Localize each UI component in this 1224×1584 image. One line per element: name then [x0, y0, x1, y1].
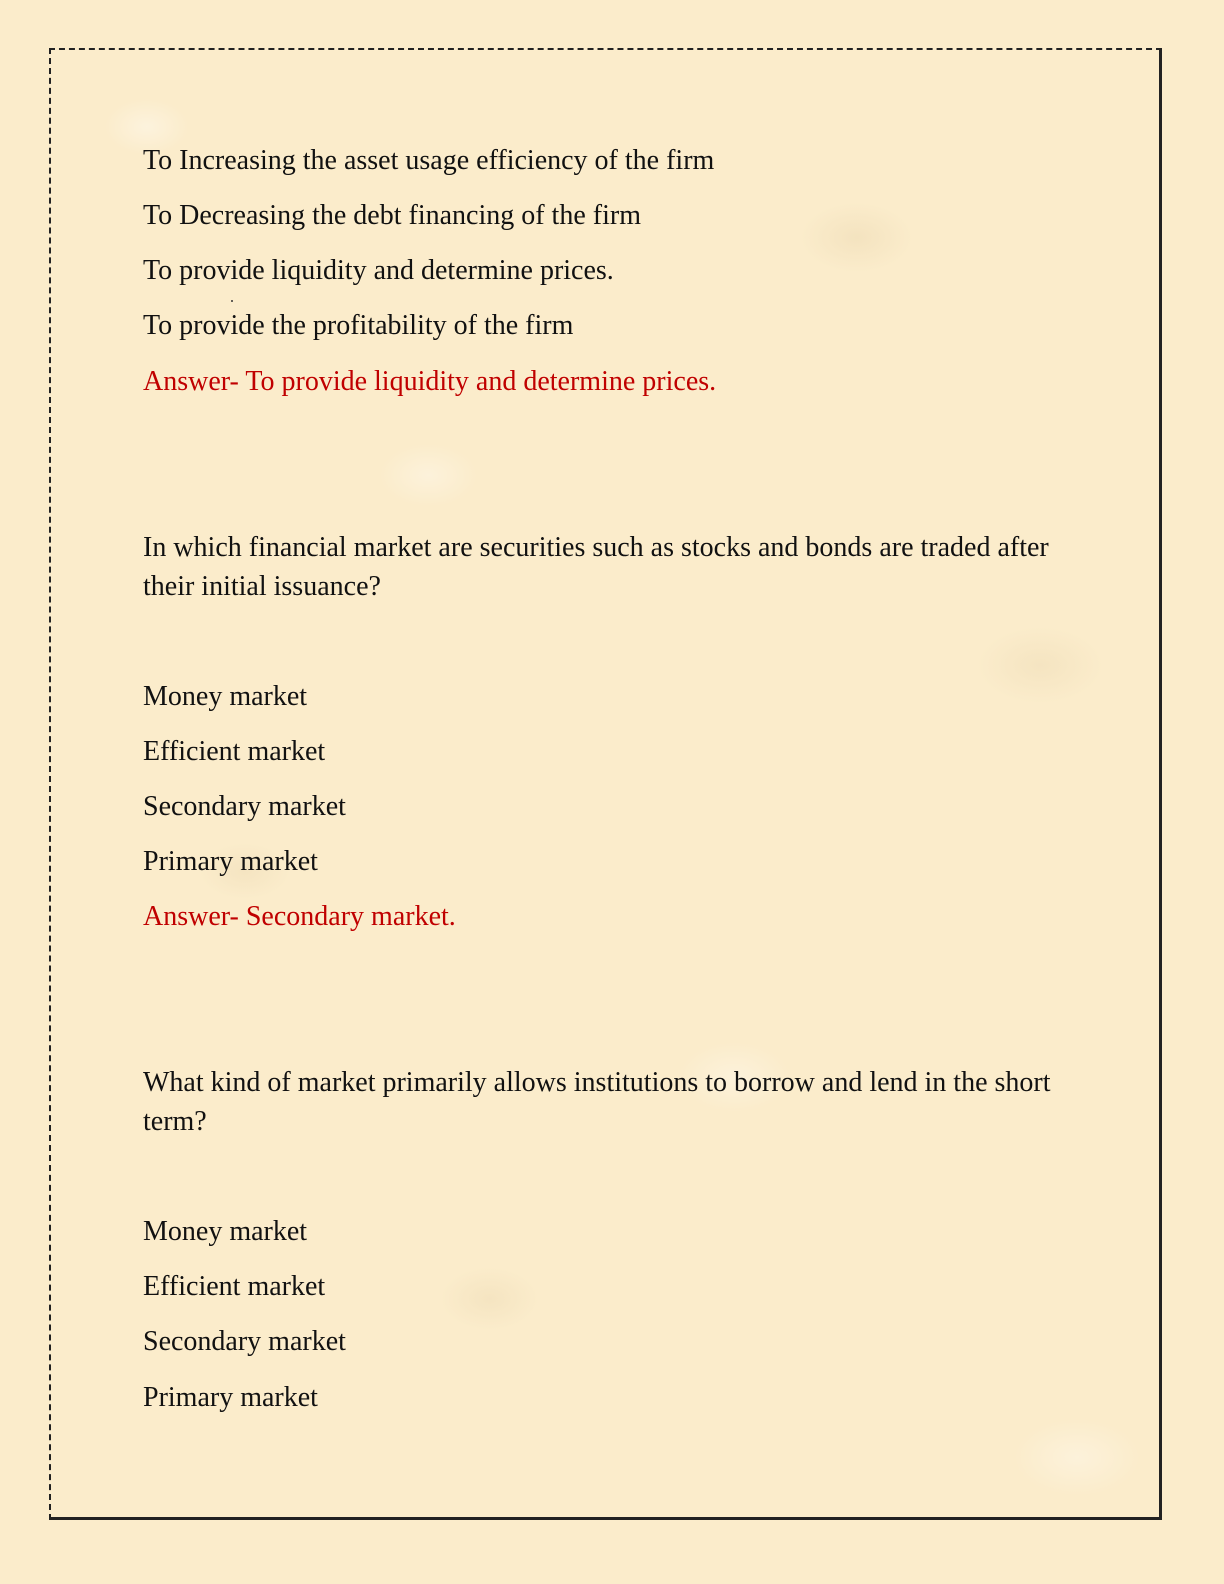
option-1-2: To Decreasing the debt financing of the firm	[143, 200, 641, 231]
question-2: In which financial market are securities such as stocks and bonds are traded after their initial issuance?	[143, 532, 1049, 602]
option-2-4: Primary market	[143, 846, 318, 877]
option-3-4: Primary market	[143, 1382, 318, 1413]
answer-1: Answer- To provide liquidity and determine prices.	[143, 366, 717, 397]
option-2-1: Money market	[143, 681, 308, 712]
option-1-4: To provide the profitability of the firm	[143, 310, 574, 341]
option-2-3: Secondary market	[143, 791, 346, 822]
option-3-1: Money market	[143, 1216, 308, 1247]
option-2-2: Efficient market	[143, 736, 326, 767]
answer-2: Answer- Secondary market.	[143, 901, 456, 932]
option-1-1: To Increasing the asset usage efficiency of the firm	[143, 145, 715, 176]
option-1-3: To provide liquidity and determine prices.	[143, 255, 614, 286]
option-3-3: Secondary market	[143, 1326, 346, 1357]
option-3-2: Efficient market	[143, 1271, 326, 1302]
question-3: What kind of market primarily allows institutions to borrow and lend in the short term?	[143, 1067, 1051, 1137]
stray-dot	[231, 300, 233, 302]
